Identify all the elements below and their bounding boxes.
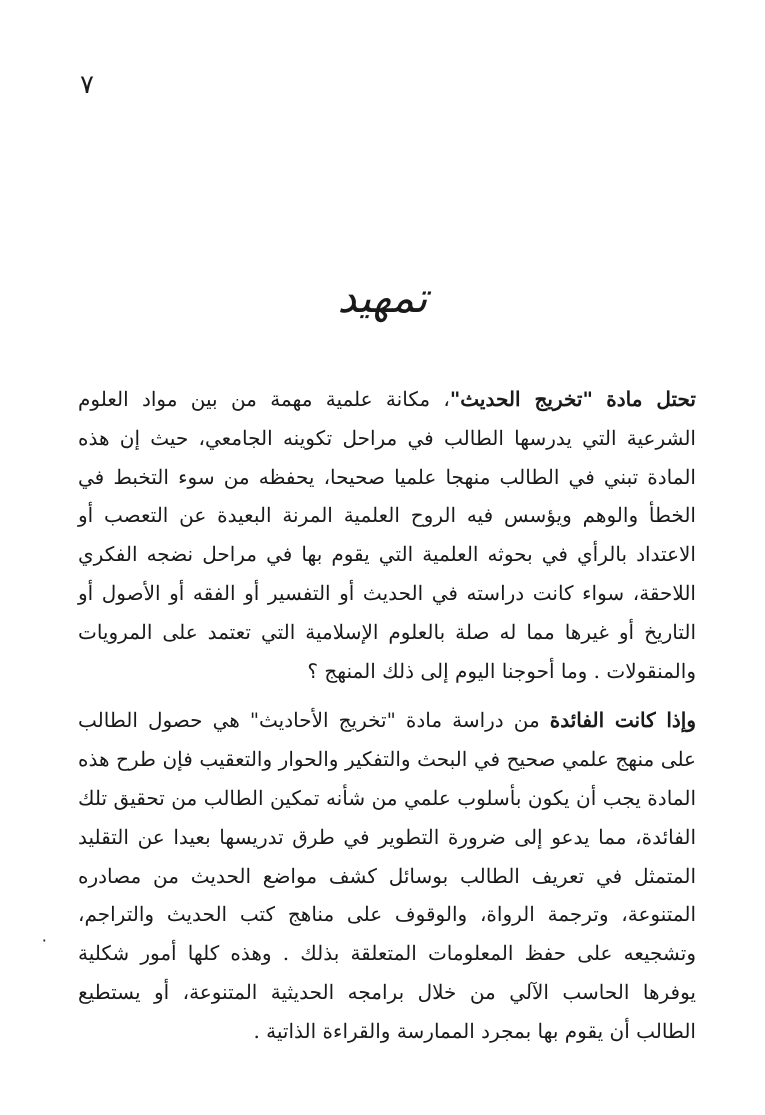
course-title: "تخريج الحديث" — [449, 387, 593, 411]
paragraph-intro-lead: تحتل مادة — [606, 387, 696, 411]
paragraph-benefit-body: من دراسة مادة "تخريج الأحاديث" هي حصول الطالب على منهج علمي صحيح في البحث والتفكير والحوار والتعقيب فإن طرح هذه المادة يجب أن يكون بأسلوب علمي من شأنه تمكين الطالب من تحقيق تلك الفائدة، مما يدعو إلى ضرورة التطوير في طرق تدريسها بعيدا عن التقليد المتمثل في تعريف الطالب بوسائل كشف مواضع الحديث من مصادره المتنوعة، وترجمة الرواة، والوقوف على مناهج كتب الحديث والتراجم، وتشجيعه على حفظ المعلومات المتعلقة بذلك . وهذه كلها أمور شكلية يوفرها الحاسب الآلي من خلال برامجه الحديثية المتنوعة، أو يستطيع الطالب أن يقوم بها بمجرد الممارسة والقراءة الذاتية . — [78, 708, 696, 1043]
paragraph-intro-body: ، مكانة علمية مهمة من بين مواد العلوم الشرعية التي يدرسها الطالب في مراحل تكوينه الجامعي، حيث إن هذه المادة تبني في الطالب منهجا علميا صحيحا، يحفظه من سوء التخبط في الخطأ والوهم ويؤسس فيه الروح العلمية المرنة البعيدة عن التعصب أو الاعتداد بالرأي في بحوثه العلمية التي يقوم بها في مراحل نضجه الفكري اللاحقة، سواء كانت دراسته في الحديث أو التفسير أو الفقه أو الأصول أو التاريخ أو غيرها مما له صلة بالعلوم الإسلامية التي تعتمد على المرويات والمنقولات . وما أحوجنا اليوم إلى ذلك المنهج ؟ — [78, 387, 696, 683]
page-number: ٧ — [80, 70, 94, 100]
paragraph-intro — [78, 380, 696, 690]
body-text — [78, 380, 696, 1051]
margin-mark: ٠ — [40, 930, 49, 949]
paragraph-benefit-lead: وإذا كانت الفائدة — [549, 708, 696, 733]
paragraph-benefit — [78, 701, 696, 1050]
section-heading: تمهيد — [337, 273, 428, 322]
